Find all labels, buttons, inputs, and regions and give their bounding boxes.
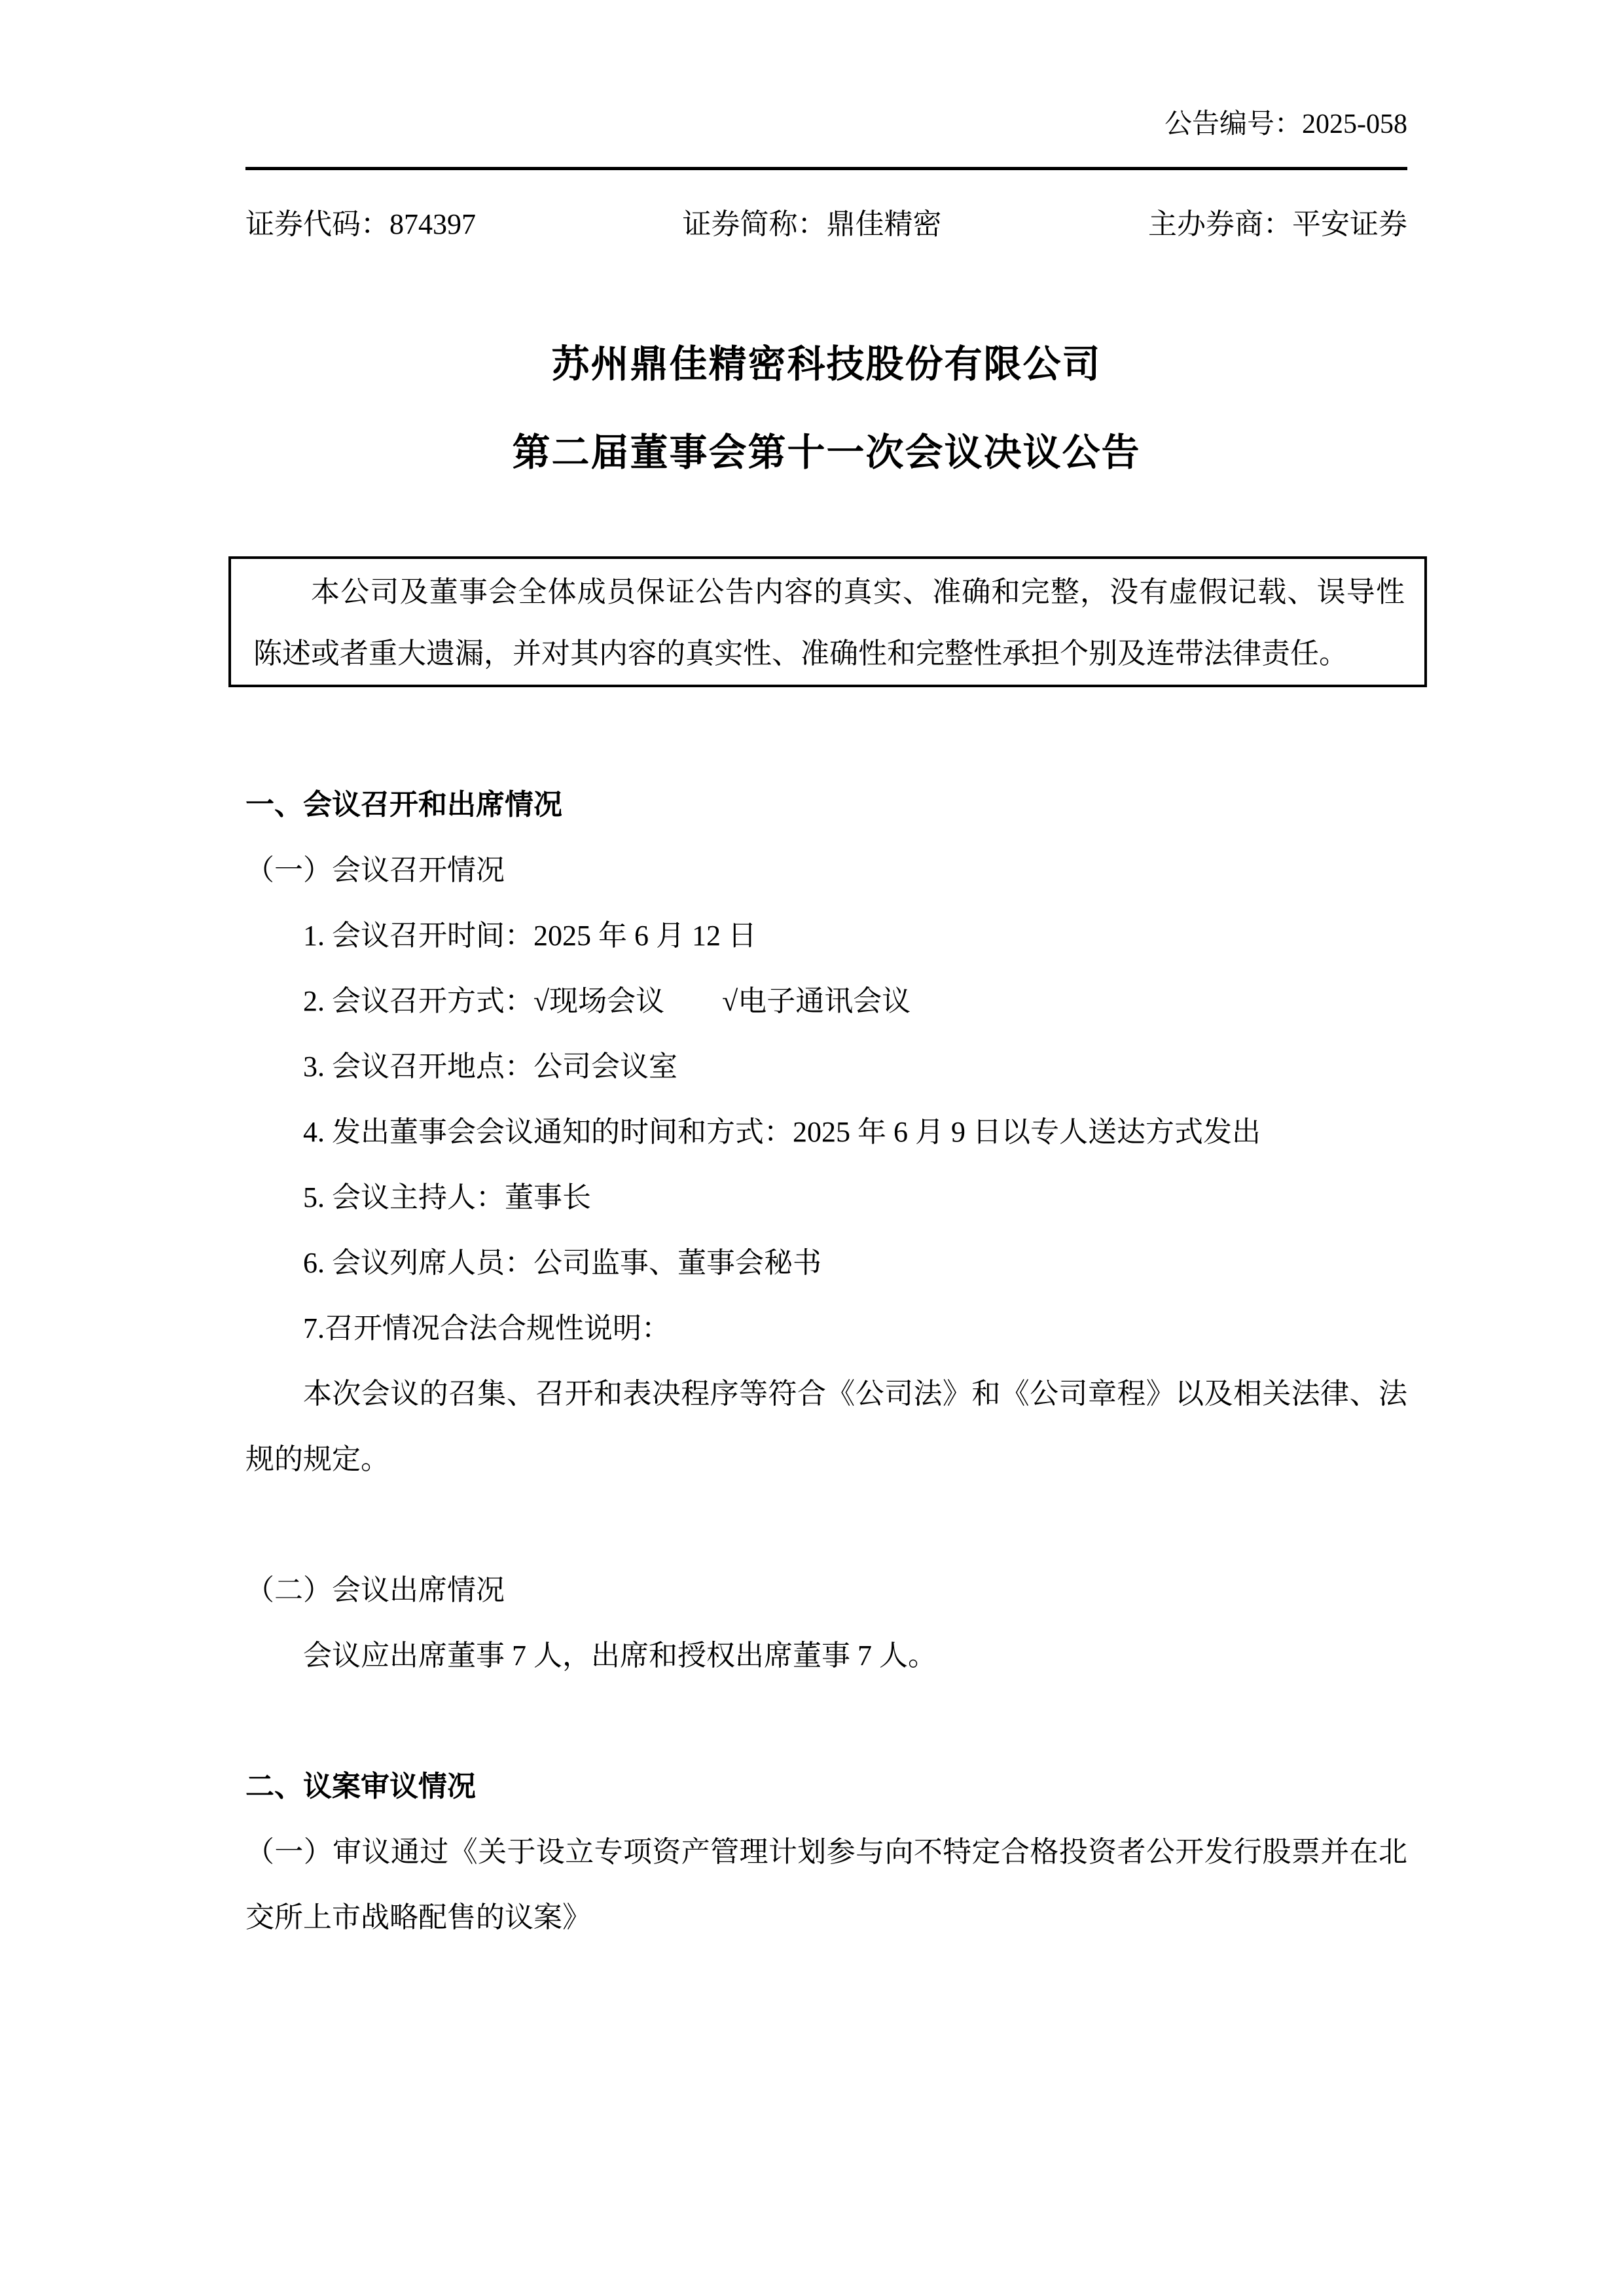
announcement-title: 第二届董事会第十一次会议决议公告 (512, 431, 1141, 474)
subsection-1-1-heading: （一）会议召开情况 (245, 854, 505, 886)
subsection-1-2-heading: （二）会议出席情况 (245, 1574, 505, 1606)
header-divider (245, 167, 1407, 170)
securities-info-row (245, 206, 1407, 243)
spacer (245, 1492, 1407, 1558)
page-content (0, 108, 1624, 1950)
meeting-host-line: 5. 会议主持人：董事长 (303, 1181, 591, 1213)
meeting-place-line: 3. 会议召开地点：公司会议室 (303, 1050, 677, 1083)
spacer (245, 1689, 1407, 1754)
disclaimer-box (228, 556, 1427, 687)
disclaimer-text: 本公司及董事会全体成员保证公告内容的真实、准确和完整，没有虚假记载、误导性陈述或者重大遗漏，并对其内容的真实性、准确性和完整性承担个别及连带法律责任。 (253, 576, 1405, 670)
meeting-time-line: 1. 会议召开时间：2025 年 6 月 12 日 (303, 920, 757, 952)
section-1-heading: 一、会议召开和出席情况 (245, 789, 562, 821)
proposal-1-text: （一）审议通过《关于设立专项资产管理计划参与向不特定合格投资者公开发行股票并在北交所上市战略配售的议案》 (245, 1836, 1407, 1933)
company-name-title: 苏州鼎佳精密科技股份有限公司 (551, 343, 1102, 386)
meeting-notice-line: 4. 发出董事会会议通知的时间和方式：2025 年 6 月 9 日以专人送达方式发出 (303, 1116, 1261, 1148)
sponsor-broker: 主办券商：平安证券 (1148, 208, 1407, 240)
meeting-method-line: 2. 会议召开方式：√现场会议 √电子通讯会议 (303, 985, 911, 1017)
stock-short-name: 证券简称：鼎佳精密 (682, 208, 942, 240)
legality-statement-text: 本次会议的召集、召开和表决程序等符合《公司法》和《公司章程》以及相关法律、法规的规定。 (245, 1378, 1407, 1475)
section-2-heading: 二、议案审议情况 (245, 1770, 476, 1803)
stock-code: 证券代码：874397 (245, 208, 476, 240)
attendance-detail-line: 会议应出席董事 7 人，出席和授权出席董事 7 人。 (303, 1640, 937, 1672)
announcement-number: 公告编号：2025-058 (1164, 109, 1407, 139)
meeting-observers-line: 6. 会议列席人员：公司监事、董事会秘书 (303, 1247, 821, 1279)
legality-statement-label: 7.召开情况合法合规性说明： (303, 1312, 670, 1344)
